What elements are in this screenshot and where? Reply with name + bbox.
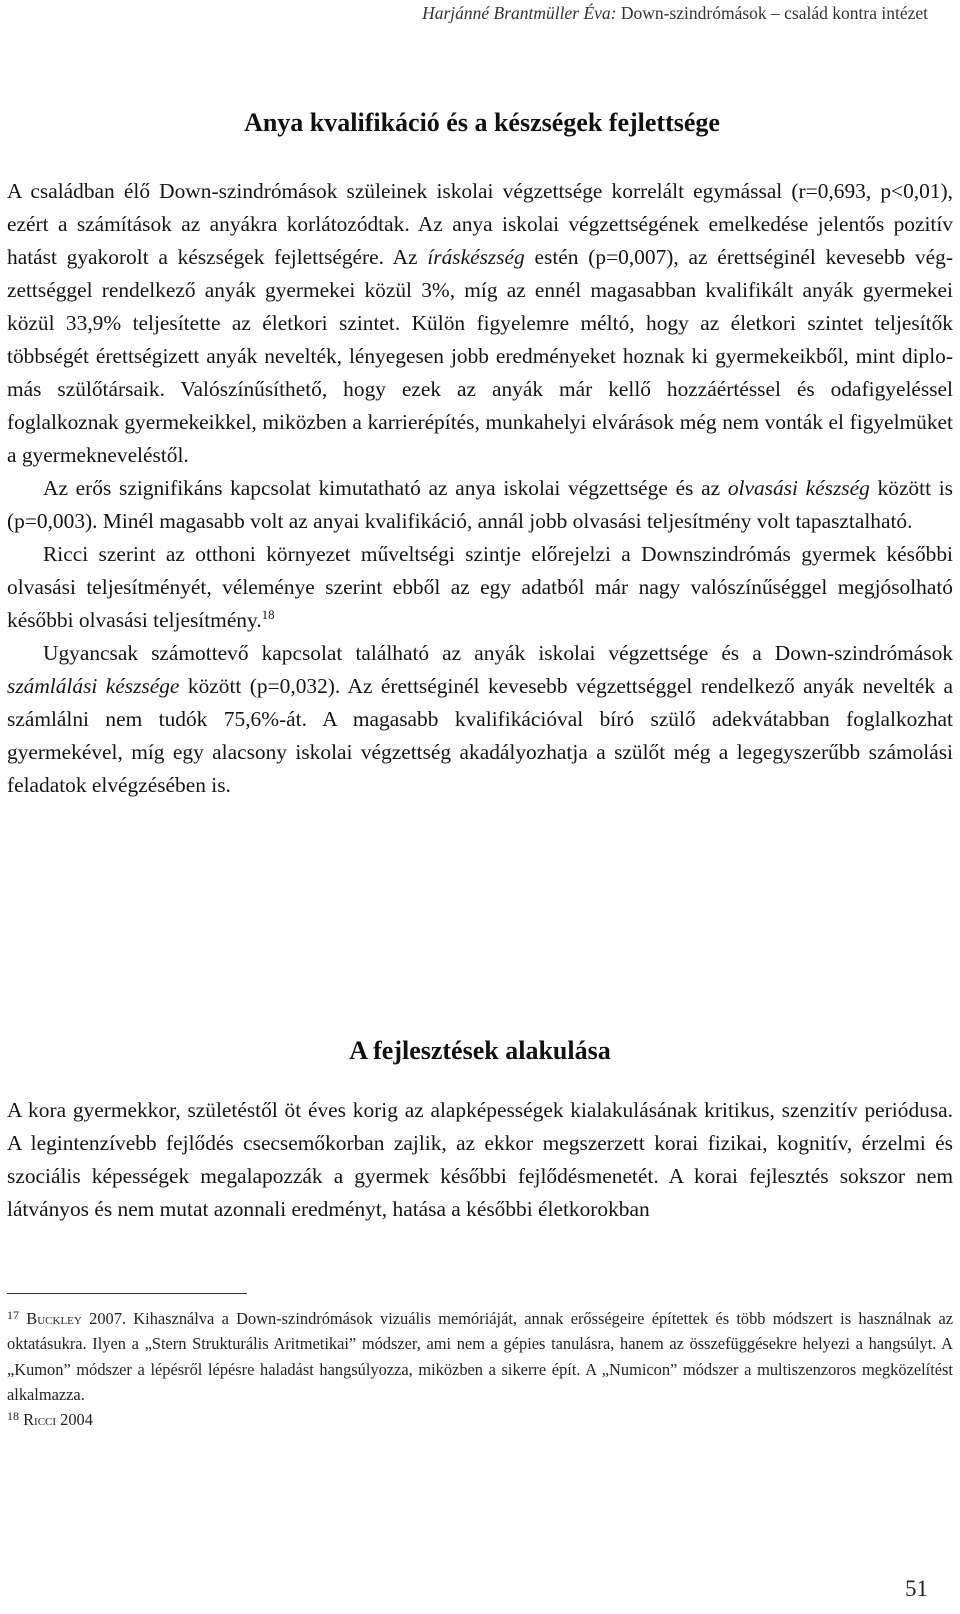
- text-run: estén (p=0,007), az érettséginél kevesebb végzettséggel rendelkező anyák gyermekei közül 3%, míg az ennél magasabban kvalifikált anyák gyermekei közül 33,9% teljesítette az életkori szintet. Külön figyelemre méltó, hogy az életkori szintet teljesítők többségét érettségizett anyák nevelték, lényegesen jobb eredményeket hoznak ki gyermekeikből, mint diplomás szülőtársaik. Valószínűsíthető, hogy ezek az anyák már kellő hozzáértéssel és odafigyeléssel foglalkoznak gyermekeikkel, miközben a karrierépítés, munkahelyi elvárások még nem vonták el figyelmüket a gyermekneveléstől.: [7, 245, 953, 467]
- term-writing-skill: íráskészség: [427, 245, 525, 269]
- paragraph: A kora gyermekkor, születéstől öt éves korig az alapképességek kialakulásának kritikus, szenzitív periódusa. A legintenzívebb fejlődés csecsemőkorban zajlik, az ekkor megszerzett korai fizikai, kognitív, érzelmi és szociális képességek megalapozzák a gyermek későbbi fejlődésmenetét. A korai fejlesztés sokszor nem látványos és nem mutat azonnali eredményt, hatása a későbbi életkorokban: [7, 1098, 953, 1221]
- header-title: Down-szindrómások – család kontra intézet: [616, 3, 928, 23]
- footnote-year: 2004: [56, 1410, 93, 1430]
- text-run: között is (p=0,003). Minél magasabb volt az anyai kvalifikáció, annál jobb olvasási teljesítmény volt tapasztalható.: [7, 476, 954, 533]
- running-header: [422, 3, 928, 24]
- footnotes: [7, 1306, 953, 1432]
- section-body-development: [7, 1094, 953, 1226]
- section-heading-mother-qualification: Anya kvalifikáció és a készségek fejlettsége: [244, 108, 720, 137]
- footnote-17: [7, 1306, 953, 1407]
- term-reading-skill: olvasási készség: [727, 476, 870, 500]
- footnote-18: [7, 1407, 953, 1432]
- header-author: Harjánné Brantmüller Éva:: [422, 3, 617, 23]
- footnote-year: 2007.: [81, 1309, 127, 1328]
- text-run: Az erős szignifikáns kapcsolat kimutatható az anya iskolai végzettsége és az: [43, 476, 728, 500]
- section-heading-development: A fejlesztések alakulása: [349, 1036, 611, 1065]
- text-run: Ugyancsak számottevő kapcsolat található az anyák iskolai végzettsége és a Down-szindrómások: [43, 641, 953, 665]
- text-run: között (p=0,032). Az érettséginél kevesebb végzettséggel rendelkező anyák nevelték a számlálni nem tudók 75,6%-át. A magasabb kvalifikációval bíró szülő adekvátabban foglalkozhat gyermekével, míg egy alacsony iskolai végzettség akadályozhatja a szülőt még a legegyszerűbb számolási feladatok elvégzésében is.: [7, 674, 953, 797]
- text-run: Ricci szerint az otthoni környezet műveltségi szintje előrejelzi a Downszindrómás gyermek későbbi olvasási teljesítményét, véleménye szerint ebből az egy adatból már nagy valószínűséggel megjósolható későbbi olvasási teljesítmény.: [7, 542, 953, 632]
- paragraph: [7, 472, 953, 538]
- paragraph: [7, 175, 953, 472]
- section-body-mother-qualification: [7, 175, 953, 802]
- page-number: 51: [905, 1576, 928, 1601]
- term-counting-skill: számlálási készsége: [7, 674, 180, 698]
- footnote-ref-18[interactable]: 18: [261, 607, 275, 622]
- footnote-author: Ricci: [23, 1410, 57, 1430]
- footnote-text: Kihasználva a Down-szindrómások vizuális memóriáját, annak erősségeire építettek és több módszert is használnak az oktatásukra. Ilyen a „Stern Strukturális Aritmetikai” módszer, ami nem a gépies tanulásra, hanem az összefüggésekre helyezi a hangsúlyt. A „Kumon” módszer a lépésről lépésre haladást hangsúlyozza, miközben a sikerre épít. A „Numicon” módszer a multiszenzoros megközelítést alkalmazza.: [7, 1309, 954, 1404]
- footnote-author: Buckley: [26, 1309, 82, 1328]
- paragraph: [7, 538, 953, 637]
- footnote-number: 18: [7, 1409, 19, 1424]
- footnote-number: 17: [7, 1308, 19, 1322]
- footnote-divider: [7, 1293, 247, 1294]
- text-run: A családban élő Down-szindrómások szüleinek iskolai végzettsége korrelált egymással (r=0,693, p<0,01), ezért a számítások az anyákra korlátozódtak. Az anya iskolai végzettségének emelkedése jelentős pozitív hatást gyakorolt a készségek fejlettségére. Az: [7, 179, 953, 269]
- paragraph: [7, 637, 953, 802]
